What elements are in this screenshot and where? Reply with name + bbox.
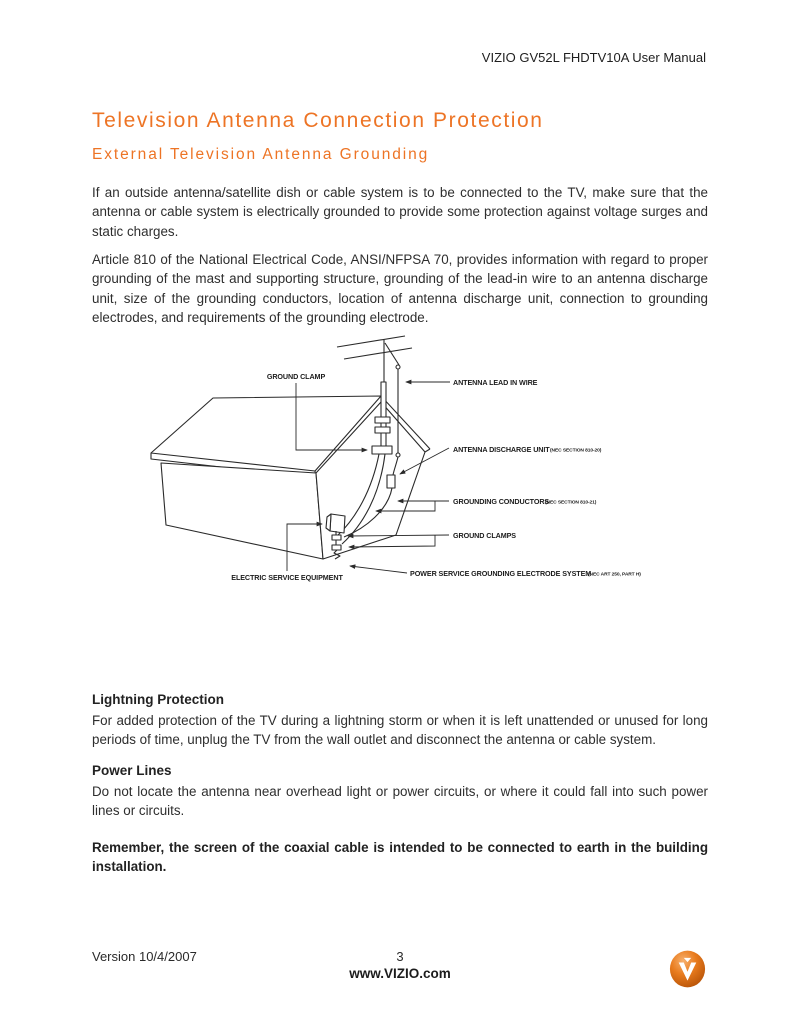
paragraph-lightning-protection: For added protection of the TV during a lightning storm or when it is left unattended or unused for long periods of time, unplug the TV from the wall outlet and disconnect the antenna or cable system. [92, 713, 708, 748]
paragraph-intro: If an outside antenna/satellite dish or cable system is to be connected to the TV, make sure that the antenna or cable system is electrically grounded to provide some protection against voltage surges and static charges. [92, 185, 708, 239]
paragraph-article-810: Article 810 of the National Electrical Code, ANSI/NFPSA 70, provides information with regard to proper grounding of the mast and supporting structure, grounding of the lead-in wire to an antenna discharge unit, size of the grounding conductors, location of antenna discharge unit, connection to grounding electrodes, and requirements of the grounding electrode. [92, 252, 708, 326]
vizio-logo [669, 950, 706, 988]
label-ground-clamps: GROUND CLAMPS [453, 531, 516, 540]
page-title: Television Antenna Connection Protection [92, 109, 544, 132]
vizio-v-icon [669, 950, 706, 988]
footer-version: Version 10/4/2007 [92, 949, 197, 964]
label-antenna-discharge-unit: ANTENNA DISCHARGE UNIT [453, 445, 550, 454]
label-power-service: POWER SERVICE GROUNDING ELECTRODE SYSTEM [410, 569, 592, 578]
label-grounding-conductors: GROUNDING CONDUCTORS [453, 497, 550, 506]
paragraph-remember-note: Remember, the screen of the coaxial cable is intended to be connected to earth in the building installation. [92, 840, 708, 875]
heading-lightning-protection: Lightning Protection [92, 692, 224, 707]
label-ground-clamp: GROUND CLAMP [266, 372, 326, 381]
paragraph-power-lines: Do not locate the antenna near overhead light or power circuits, or where it could fall into such power lines or circuits. [92, 784, 708, 819]
house-drawing [151, 336, 430, 559]
section-subtitle: External Television Antenna Grounding [92, 146, 430, 163]
label-grounding-conductors-note: (NEC SECTION 810-21) [545, 500, 597, 506]
footer-page-number: 3 [396, 949, 404, 964]
header-manual-title: VIZIO GV52L FHDTV10A User Manual [481, 50, 706, 65]
label-power-service-note: (NEC ART 250, PART H) [588, 572, 641, 578]
heading-power-lines: Power Lines [92, 763, 172, 778]
footer-website: www.VIZIO.com [349, 966, 451, 981]
label-antenna-lead-in-wire: ANTENNA LEAD IN WIRE [453, 378, 538, 387]
grounding-diagram [148, 332, 658, 593]
grounding-diagram-svg [148, 332, 658, 588]
label-antenna-discharge-unit-note: (NEC SECTION 810-20) [550, 448, 602, 454]
label-electric-service-equipment: ELECTRIC SERVICE EQUIPMENT [231, 573, 343, 582]
